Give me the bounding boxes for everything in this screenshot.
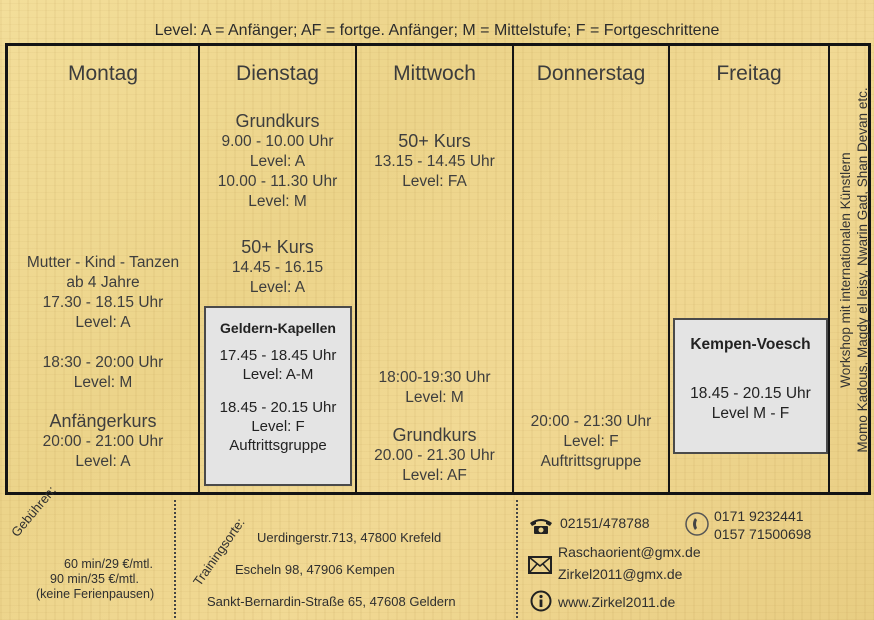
course-level: Level: A xyxy=(75,314,131,331)
course-time: 20.00 - 21.30 Uhr xyxy=(374,447,495,464)
location-box-geldern-kapellen xyxy=(204,306,352,486)
website-link[interactable]: www.Zirkel2011.de xyxy=(558,594,676,610)
course-evening xyxy=(514,412,668,472)
course-group: Auftrittsgruppe xyxy=(540,453,642,470)
column-montag xyxy=(8,46,200,492)
workshop-sidebar xyxy=(840,50,868,490)
schedule-grid xyxy=(5,43,871,495)
course-title: 50+ Kurs xyxy=(241,237,314,257)
course-level: Level: A xyxy=(249,153,306,170)
course-time: 9.00 - 10.00 Uhr xyxy=(221,133,334,150)
course-anfaengerkurs xyxy=(8,410,198,472)
course-level: Level: A xyxy=(75,453,131,470)
course-group: Auftrittsgruppe xyxy=(229,437,327,454)
course-time: 18:30 - 20:00 Uhr xyxy=(42,354,164,371)
phone-number: 02151/478788 xyxy=(560,515,650,531)
day-header-donnerstag: Donnerstag xyxy=(536,62,646,85)
course-title: Grundkurs xyxy=(235,111,320,131)
course-time: 20:00 - 21:00 Uhr xyxy=(42,433,164,450)
course-level: Level: M xyxy=(73,374,133,391)
column-dienstag xyxy=(200,46,357,492)
course-level: Level: M xyxy=(248,193,307,210)
course-title: Grundkurs xyxy=(392,425,477,445)
course-evening xyxy=(357,368,512,408)
mobile-number-1: 0171 9232441 xyxy=(714,508,804,524)
day-header-dienstag: Dienstag xyxy=(236,62,319,85)
location-krefeld: Uerdingerstr.713, 47800 Krefeld xyxy=(257,530,442,545)
course-time: 17.30 - 18.15 Uhr xyxy=(42,294,164,311)
footer-divider xyxy=(174,500,176,618)
course-title: Mutter - Kind - Tanzen xyxy=(26,254,180,271)
workshop-artists: Momo Kadous, Magdy el leisy, Nwarin Gad, Shan Devan etc. xyxy=(855,87,870,453)
locations-label: Trainingsorte: xyxy=(190,515,248,589)
column-donnerstag xyxy=(514,46,670,492)
footer-divider xyxy=(516,500,518,618)
course-time: 14.45 - 16.15 xyxy=(231,259,324,276)
course-grundkurs xyxy=(200,110,355,212)
mobile-number-2: 0157 71500698 xyxy=(714,526,812,542)
course-evening xyxy=(8,353,198,393)
phone-icon xyxy=(528,517,554,535)
course-time: 10.00 - 11.30 Uhr xyxy=(217,173,338,190)
fees-label: Gebühren: xyxy=(8,482,59,540)
course-level: Level: FA xyxy=(402,173,467,190)
day-header-mittwoch: Mittwoch xyxy=(393,62,476,85)
course-time: 18.45 - 20.15 Uhr xyxy=(219,399,337,416)
course-grundkurs xyxy=(357,424,512,486)
course-time: 17.45 - 18.45 Uhr xyxy=(219,347,337,364)
course-level: Level: A xyxy=(249,279,306,296)
column-freitag xyxy=(670,46,830,492)
mobile-phone-icon xyxy=(684,511,710,537)
workshop-title: Workshop mit internationalen Künstlern xyxy=(838,152,853,388)
location-title: Kempen-Voesch xyxy=(690,336,811,353)
course-title: 50+ Kurs xyxy=(398,131,471,151)
location-title: Geldern-Kapellen xyxy=(220,320,336,336)
fee-line: 90 min/35 €/mtl. xyxy=(50,572,139,586)
envelope-icon xyxy=(528,556,552,574)
course-level: Level: F xyxy=(251,418,305,435)
day-header-freitag: Freitag xyxy=(716,62,782,85)
course-50plus xyxy=(200,236,355,298)
course-mutter-kind xyxy=(8,253,198,333)
fee-line: 60 min/29 €/mtl. xyxy=(64,557,153,571)
day-header-montag: Montag xyxy=(67,62,139,85)
course-time: 20:00 - 21:30 Uhr xyxy=(530,413,652,430)
course-time: 18:00-19:30 Uhr xyxy=(378,369,491,386)
location-kempen: Escheln 98, 47906 Kempen xyxy=(235,562,395,577)
course-level: Level: F xyxy=(563,433,619,450)
column-mittwoch xyxy=(357,46,514,492)
email-1[interactable]: Raschaorient@gmx.de xyxy=(558,544,701,560)
course-level: Level: M xyxy=(405,389,464,406)
course-time: 13.15 - 14.45 Uhr xyxy=(374,153,495,170)
course-50plus xyxy=(357,130,512,192)
email-2[interactable]: Zirkel2011@gmx.de xyxy=(558,566,683,582)
course-level: Level: AF xyxy=(402,467,467,484)
course-level: Level M - F xyxy=(711,405,790,422)
fee-line: (keine Ferienpausen) xyxy=(36,587,155,601)
location-box-kempen-voesch xyxy=(673,318,828,454)
course-time: 18.45 - 20.15 Uhr xyxy=(690,385,811,402)
course-level: Level: A-M xyxy=(242,366,314,383)
level-legend: Level: A = Anfänger; AF = fortge. Anfänger; M = Mittelstufe; F = Fortgeschrittene xyxy=(154,22,720,39)
location-geldern: Sankt-Bernardin-Straße 65, 47608 Geldern xyxy=(207,594,456,609)
info-icon xyxy=(530,590,552,612)
course-age: ab 4 Jahre xyxy=(66,274,140,291)
course-title: Anfängerkurs xyxy=(49,411,157,431)
